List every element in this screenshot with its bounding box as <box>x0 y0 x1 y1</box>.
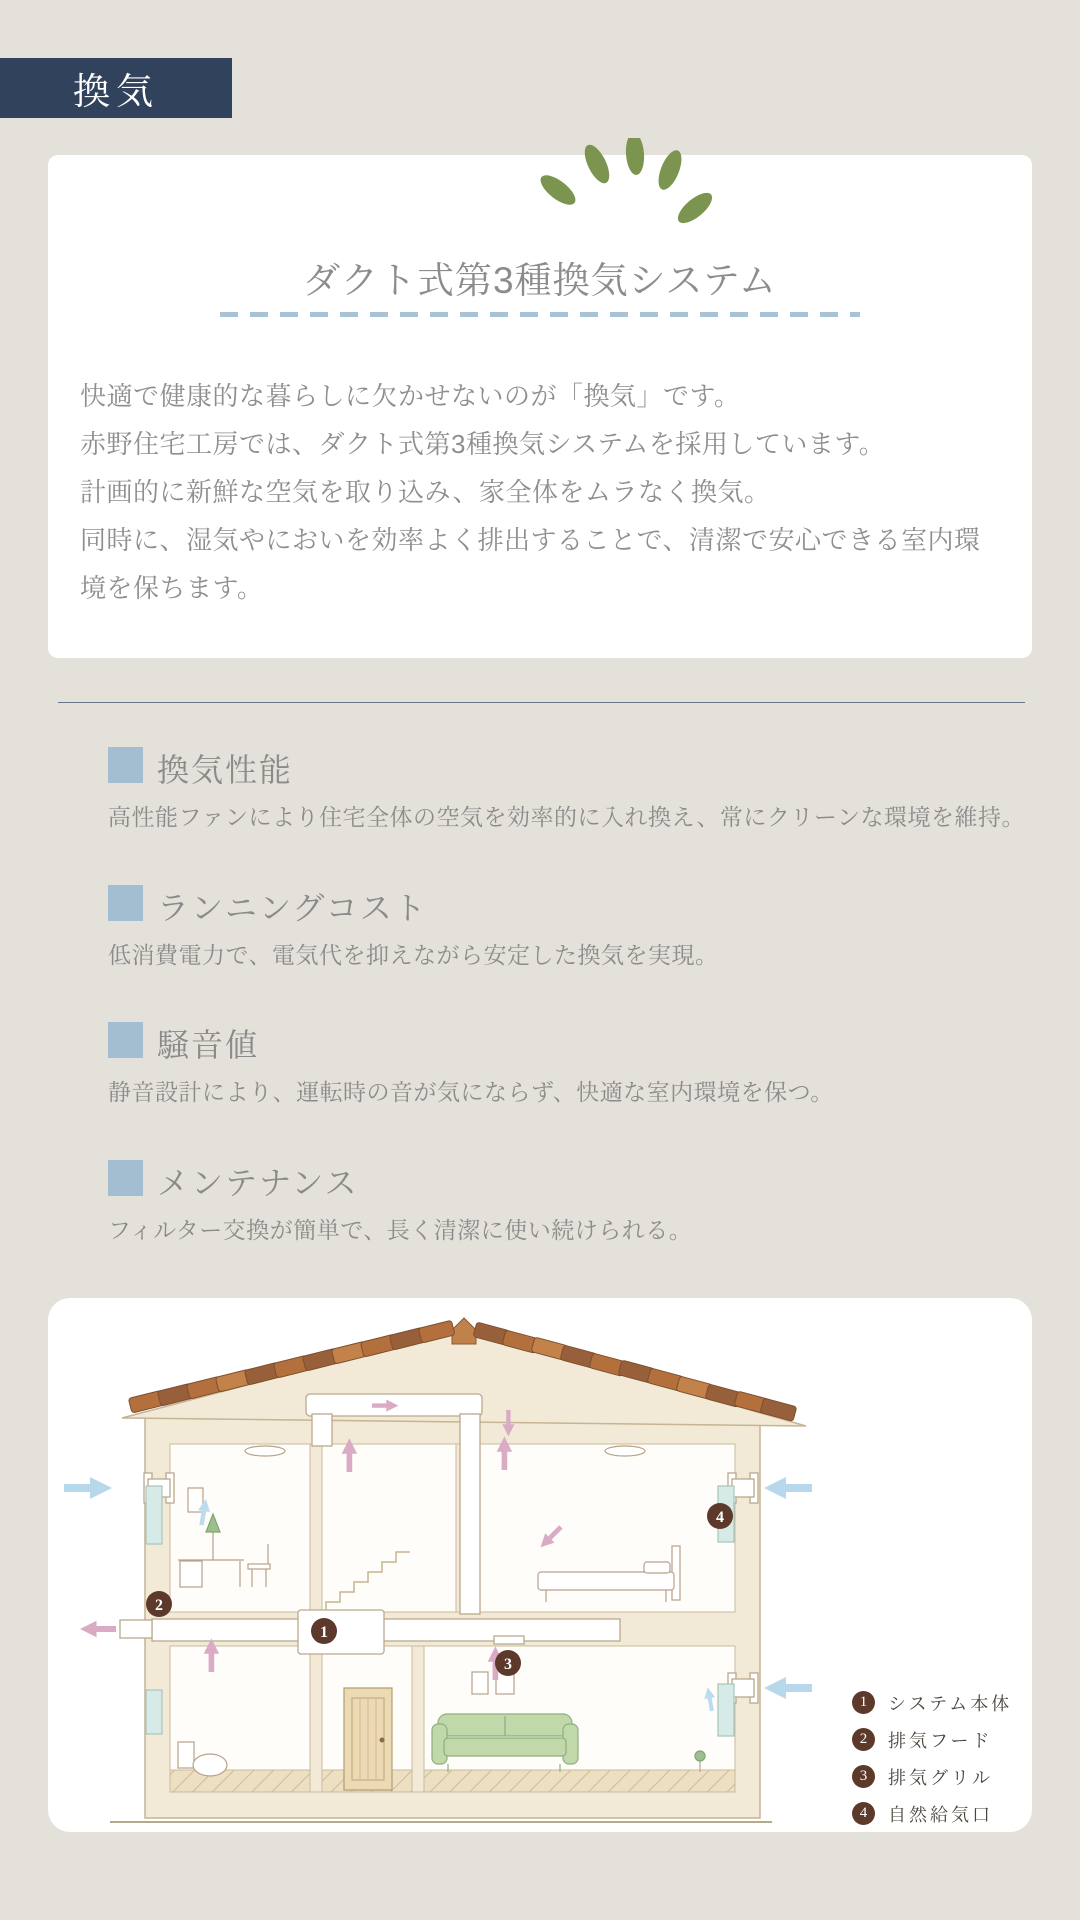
legend-label: システム本体 <box>888 1693 1013 1714</box>
marker-4-natural-air-inlet <box>707 1503 733 1529</box>
svg-text:4: 4 <box>716 1509 724 1526</box>
feature-description: フィルター交換が簡単で、長く清潔に使い続けられる。 <box>108 1217 693 1243</box>
exhaust-grille <box>494 1636 524 1644</box>
intro-paragraph-line: 快適で健康的な暮らしに欠かせないのが「換気」です。 <box>80 381 741 411</box>
wall-picture <box>472 1672 488 1694</box>
intro-paragraph-line: 計画的に新鮮な空気を取り込み、家全体をムラなく換気。 <box>80 477 771 507</box>
feature-title: ランニングコスト <box>157 890 428 926</box>
intro-paragraph-line: 赤野住宅工房では、ダクト式第3種換気システムを採用しています。 <box>80 429 886 459</box>
legend-item-exhaust-grille <box>852 1758 1032 1795</box>
feature-description: 高性能ファンにより住宅全体の空気を効率的に入れ換え、常にクリーンな環境を維持。 <box>108 804 1025 830</box>
intro-paragraph-line: 同時に、湿気やにおいを効率よく排出することで、清潔で安心できる室内環 <box>80 525 981 555</box>
feature-bullet-square <box>108 885 143 921</box>
exhaust-arrow-icon <box>80 1621 116 1638</box>
svg-text:3: 3 <box>504 1656 512 1673</box>
svg-text:1: 1 <box>320 1624 328 1641</box>
supply-arrow-icon <box>764 1477 812 1499</box>
diagram-legend <box>852 1684 1032 1832</box>
marker-2-exhaust-hood <box>146 1591 172 1617</box>
marker-1-system-unit <box>311 1618 337 1644</box>
feature-ventilation-performance <box>0 747 1080 867</box>
feature-running-cost <box>0 885 1080 1005</box>
feature-description: 低消費電力で、電気代を抑えながら安定した換気を実現。 <box>108 942 719 968</box>
section-divider <box>58 702 1025 703</box>
ceiling-light <box>605 1446 645 1456</box>
section-badge-ventilation <box>0 58 232 118</box>
legend-number-badge: 3 <box>852 1765 875 1788</box>
intro-paragraph-line: 境を保ちます。 <box>80 573 264 603</box>
legend-item-exhaust-hood <box>852 1721 1032 1758</box>
plant <box>695 1751 705 1761</box>
feature-title: 換気性能 <box>157 752 294 788</box>
legend-item-system-unit <box>852 1684 1032 1721</box>
intro-title: ダクト式第3種換気システム <box>303 260 777 301</box>
title-underline-dashed <box>220 312 860 317</box>
window <box>146 1486 162 1544</box>
section-badge-label: 換気 <box>73 72 159 113</box>
supply-arrow-icon <box>764 1677 812 1699</box>
supply-arrow-icon <box>64 1477 112 1499</box>
feature-title: メンテナンス <box>157 1165 359 1201</box>
legend-number-badge: 1 <box>852 1691 875 1714</box>
legend-label: 排気フード <box>888 1730 993 1751</box>
feature-title: 騒音値 <box>157 1027 260 1063</box>
feature-bullet-square <box>108 1022 143 1058</box>
feature-bullet-square <box>108 747 143 783</box>
feature-bullet-square <box>108 1160 143 1196</box>
house-cross-section-illustration <box>60 1310 820 1830</box>
legend-number-badge: 4 <box>852 1802 875 1825</box>
legend-number-badge: 2 <box>852 1728 875 1751</box>
ceiling-light <box>245 1446 285 1456</box>
feature-maintenance <box>0 1160 1080 1280</box>
marker-3-exhaust-grille <box>495 1650 521 1676</box>
legend-label: 排気グリル <box>888 1767 993 1788</box>
feature-description: 静音設計により、運転時の音が気にならず、快適な室内環境を保つ。 <box>108 1079 834 1105</box>
window <box>718 1684 734 1736</box>
leaf-spray-icon <box>530 138 730 248</box>
system-unit-box <box>298 1610 384 1654</box>
window <box>146 1690 162 1734</box>
feature-noise-level <box>0 1022 1080 1142</box>
door <box>344 1688 392 1790</box>
legend-label: 自然給気口 <box>888 1804 993 1825</box>
intro-paragraph <box>80 372 1020 612</box>
legend-item-natural-air-inlet <box>852 1795 1032 1832</box>
svg-text:2: 2 <box>155 1597 163 1614</box>
